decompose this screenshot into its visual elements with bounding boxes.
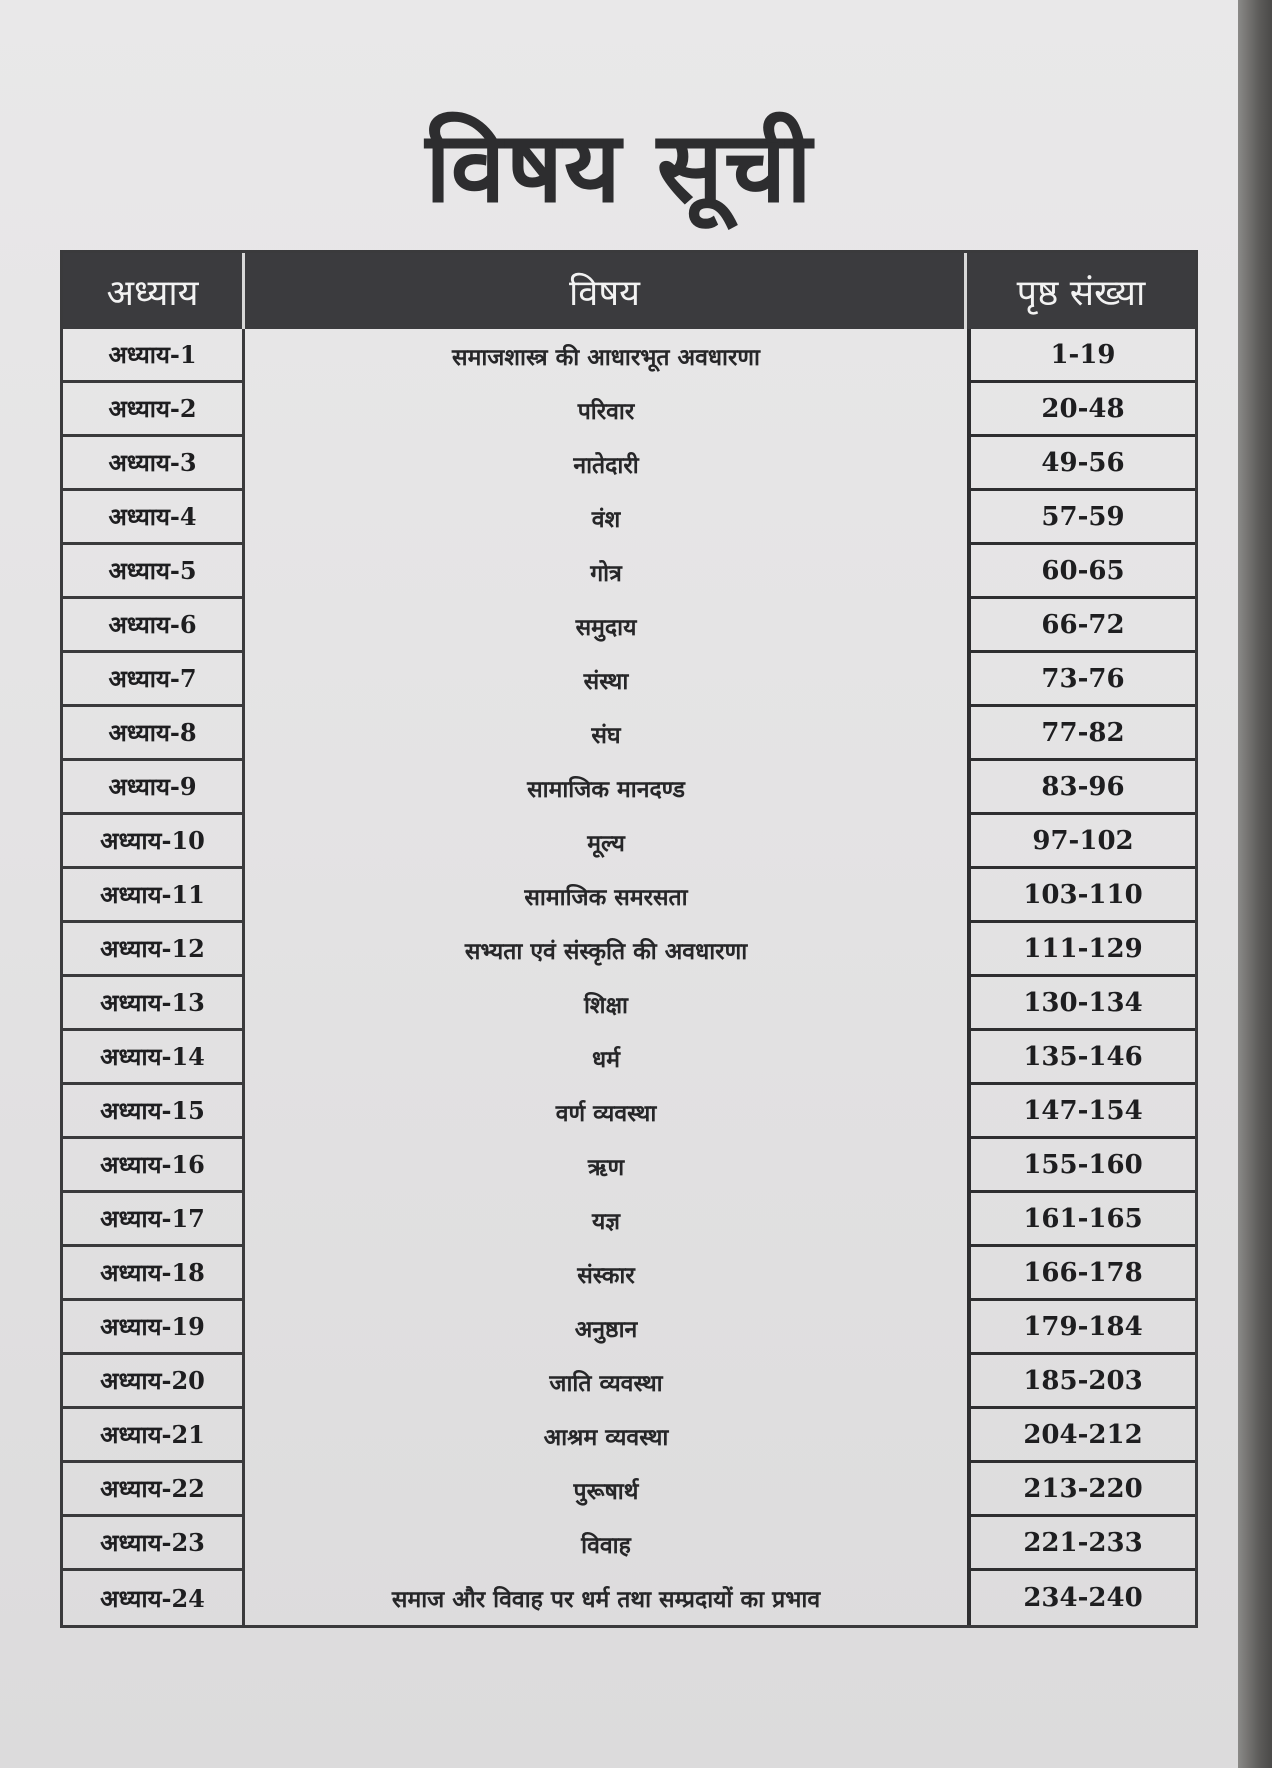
chapter-cell: अध्याय-1 <box>63 329 245 383</box>
chapter-cell: अध्याय-7 <box>63 653 245 707</box>
chapter-cell: अध्याय-11 <box>63 869 245 923</box>
subject-cell: समुदाय <box>575 615 637 641</box>
chapter-cell: अध्याय-6 <box>63 599 245 653</box>
chapter-cell: अध्याय-10 <box>63 815 245 869</box>
subject-cell: वर्ण व्यवस्था <box>555 1101 657 1127</box>
pages-cell: 49-56 <box>967 437 1195 491</box>
header-pages: पृष्ठ संख्या <box>1016 272 1146 314</box>
chapter-cell: अध्याय-8 <box>63 707 245 761</box>
subject-cell: सामाजिक मानदण्ड <box>527 777 685 803</box>
chapter-cell: अध्याय-5 <box>63 545 245 599</box>
subject-cell: ऋण <box>587 1155 625 1181</box>
subject-cell: संघ <box>591 723 621 749</box>
table-row <box>63 761 1195 815</box>
subject-cell: संस्था <box>583 669 629 695</box>
subject-cell: पुरूषार्थ <box>573 1479 639 1505</box>
chapter-cell: अध्याय-15 <box>63 1085 245 1139</box>
page-title: विषय सूची <box>425 111 813 225</box>
pages-cell: 97-102 <box>967 815 1195 869</box>
pages-cell: 155-160 <box>967 1139 1195 1193</box>
pages-cell: 179-184 <box>967 1301 1195 1355</box>
subject-cell: सभ्यता एवं संस्कृति की अवधारणा <box>464 939 748 965</box>
table-row <box>63 1409 1195 1463</box>
pages-cell: 66-72 <box>967 599 1195 653</box>
book-spine-edge <box>1238 0 1272 1768</box>
table-row <box>63 1571 1195 1625</box>
table-row <box>63 1355 1195 1409</box>
pages-cell: 103-110 <box>967 869 1195 923</box>
subject-cell: मूल्य <box>587 831 625 857</box>
subject-cell: संस्कार <box>577 1263 635 1289</box>
table-row <box>63 923 1195 977</box>
chapter-cell: अध्याय-4 <box>63 491 245 545</box>
pages-cell: 83-96 <box>967 761 1195 815</box>
table-row <box>63 977 1195 1031</box>
chapter-cell: अध्याय-17 <box>63 1193 245 1247</box>
chapter-cell: अध्याय-18 <box>63 1247 245 1301</box>
pages-cell: 1-19 <box>967 329 1195 383</box>
chapter-cell: अध्याय-14 <box>63 1031 245 1085</box>
table-row <box>63 383 1195 437</box>
subject-cell: समाजशास्त्र की आधारभूत अवधारणा <box>452 345 760 371</box>
subject-cell: सामाजिक समरसता <box>524 885 688 911</box>
table-body <box>63 329 1195 1625</box>
table-row <box>63 437 1195 491</box>
chapter-cell: अध्याय-23 <box>63 1517 245 1571</box>
subject-cell: समाज और विवाह पर धर्म तथा सम्प्रदायों का प्रभाव <box>391 1587 821 1613</box>
table-row <box>63 653 1195 707</box>
subject-cell: वंश <box>591 507 621 533</box>
chapter-cell: अध्याय-20 <box>63 1355 245 1409</box>
pages-cell: 147-154 <box>967 1085 1195 1139</box>
table-of-contents <box>60 250 1198 1628</box>
chapter-cell: अध्याय-13 <box>63 977 245 1031</box>
pages-cell: 130-134 <box>967 977 1195 1031</box>
table-header <box>63 253 1195 329</box>
table-row <box>63 707 1195 761</box>
table-row <box>63 329 1195 383</box>
subject-cell: जाति व्यवस्था <box>549 1371 663 1397</box>
pages-cell: 234-240 <box>967 1571 1195 1625</box>
table-row <box>63 1139 1195 1193</box>
chapter-cell: अध्याय-3 <box>63 437 245 491</box>
table-row <box>63 1193 1195 1247</box>
pages-cell: 135-146 <box>967 1031 1195 1085</box>
pages-cell: 161-165 <box>967 1193 1195 1247</box>
pages-cell: 166-178 <box>967 1247 1195 1301</box>
pages-cell: 60-65 <box>967 545 1195 599</box>
pages-cell: 213-220 <box>967 1463 1195 1517</box>
table-row <box>63 869 1195 923</box>
table-row <box>63 1463 1195 1517</box>
pages-cell: 204-212 <box>967 1409 1195 1463</box>
chapter-cell: अध्याय-2 <box>63 383 245 437</box>
subject-cell: आश्रम व्यवस्था <box>543 1425 669 1451</box>
subject-cell: शिक्षा <box>583 993 629 1019</box>
subject-cell: विवाह <box>581 1533 631 1559</box>
pages-cell: 57-59 <box>967 491 1195 545</box>
subject-cell: धर्म <box>592 1047 620 1073</box>
chapter-cell: अध्याय-9 <box>63 761 245 815</box>
pages-cell: 73-76 <box>967 653 1195 707</box>
pages-cell: 185-203 <box>967 1355 1195 1409</box>
table-row <box>63 1247 1195 1301</box>
subject-cell: गोत्र <box>590 561 622 587</box>
pages-cell: 111-129 <box>967 923 1195 977</box>
table-row <box>63 1085 1195 1139</box>
table-row <box>63 1301 1195 1355</box>
chapter-cell: अध्याय-24 <box>63 1571 245 1625</box>
header-chapter: अध्याय <box>63 253 245 329</box>
chapter-cell: अध्याय-21 <box>63 1409 245 1463</box>
pages-cell: 20-48 <box>967 383 1195 437</box>
chapter-cell: अध्याय-22 <box>63 1463 245 1517</box>
subject-cell: परिवार <box>577 399 635 425</box>
table-row <box>63 815 1195 869</box>
pages-cell: 221-233 <box>967 1517 1195 1571</box>
table-row <box>63 1031 1195 1085</box>
table-row <box>63 545 1195 599</box>
subject-cell: अनुष्ठान <box>574 1317 638 1343</box>
table-row <box>63 599 1195 653</box>
subject-cell: नातेदारी <box>573 453 639 479</box>
subject-cell: यज्ञ <box>591 1209 621 1235</box>
table-row <box>63 491 1195 545</box>
table-row <box>63 1517 1195 1571</box>
chapter-cell: अध्याय-16 <box>63 1139 245 1193</box>
chapter-cell: अध्याय-12 <box>63 923 245 977</box>
header-subject: विषय <box>245 253 967 329</box>
chapter-cell: अध्याय-19 <box>63 1301 245 1355</box>
pages-cell: 77-82 <box>967 707 1195 761</box>
